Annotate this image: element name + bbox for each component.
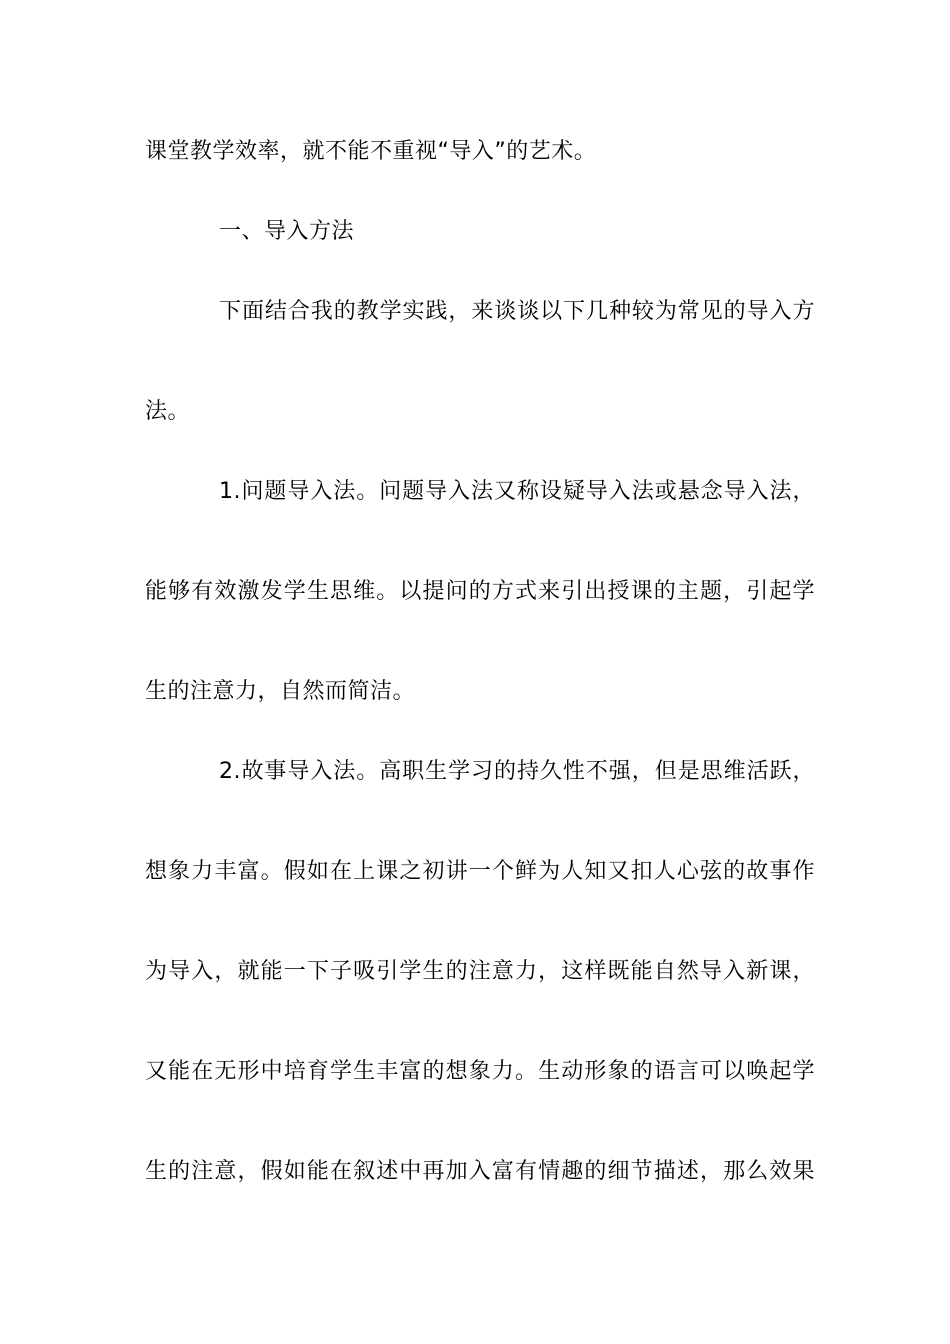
text-line-12: 生的注意，假如能在叙述中再加入富有情趣的细节描述，那么效果: [145, 1159, 815, 1184]
text-line-4: 法。: [145, 399, 191, 424]
text-line-3: 下面结合我的教学实践，来谈谈以下几种较为常见的导入方: [219, 299, 815, 324]
text-line-10: 为导入，就能一下子吸引学生的注意力，这样既能自然导入新课，: [145, 959, 815, 984]
section-heading: 一、导入方法: [219, 219, 355, 244]
text-line-8: 2.故事导入法。高职生学习的持久性不强，但是思维活跃，: [219, 759, 815, 784]
text-line-5: 1.问题导入法。问题导入法又称设疑导入法或悬念导入法，: [219, 479, 815, 504]
text-line-7: 生的注意力，自然而简洁。: [145, 679, 416, 704]
text-line-9: 想象力丰富。假如在上课之初讲一个鲜为人知又扣人心弦的故事作: [145, 859, 815, 884]
text-line-11: 又能在无形中培育学生丰富的想象力。生动形象的语言可以唤起学: [145, 1059, 815, 1084]
text-line-1: 课堂教学效率，就不能不重视“导入”的艺术。: [145, 139, 597, 164]
text-line-6: 能够有效激发学生思维。以提问的方式来引出授课的主题，引起学: [145, 579, 815, 604]
